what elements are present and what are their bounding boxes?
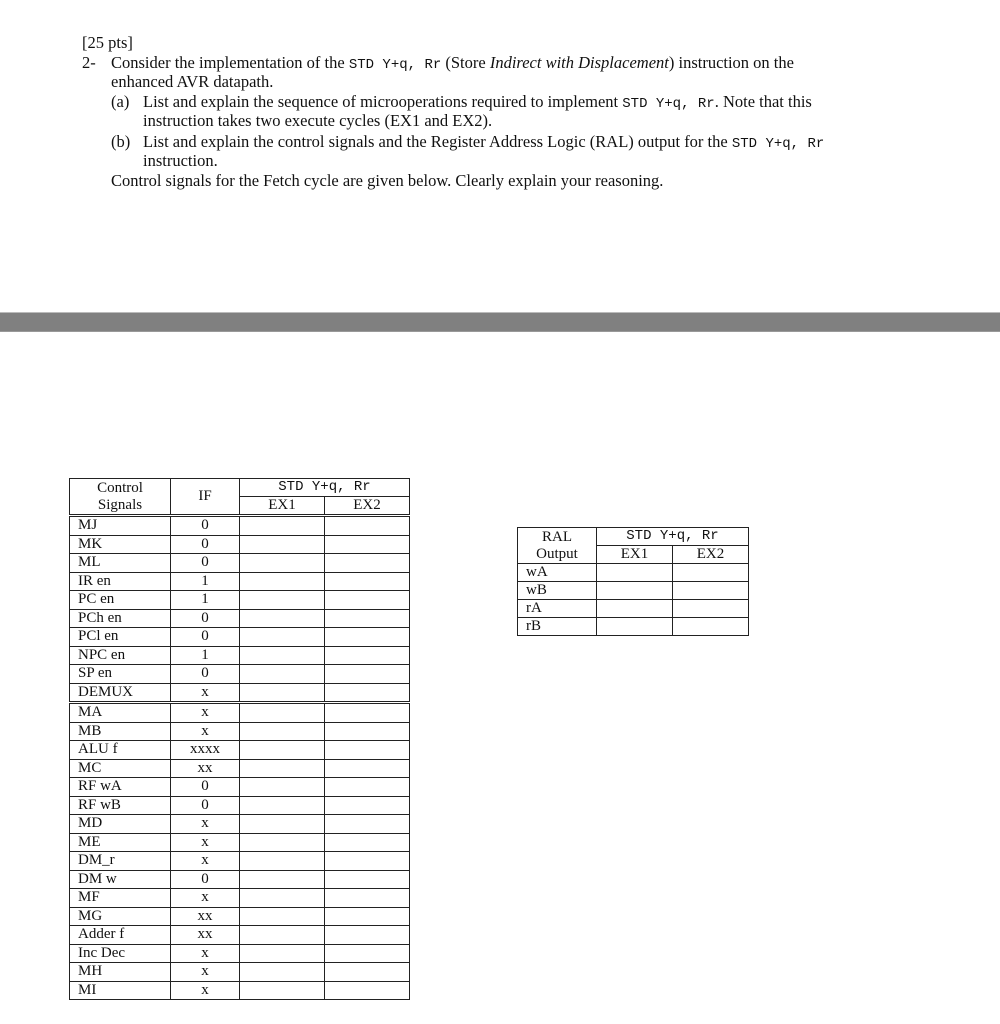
if-value: x — [171, 815, 240, 834]
ex1-cell[interactable] — [240, 628, 325, 647]
if-value: xx — [171, 926, 240, 945]
signal-name: MI — [70, 981, 171, 1000]
if-value: 0 — [171, 609, 240, 628]
table-row — [70, 516, 410, 536]
signal-name: MB — [70, 722, 171, 741]
if-value: 0 — [171, 665, 240, 684]
if-value: 1 — [171, 572, 240, 591]
header-ex2: EX2 — [324, 497, 409, 516]
ex1-cell[interactable] — [240, 665, 325, 684]
signal-name: MK — [70, 535, 171, 554]
table-row — [70, 796, 410, 815]
if-value: 0 — [171, 535, 240, 554]
signal-name: DM w — [70, 870, 171, 889]
table-row — [70, 778, 410, 797]
header-if: IF — [171, 479, 240, 516]
if-value: x — [171, 944, 240, 963]
table-row — [518, 582, 749, 600]
if-value: 0 — [171, 796, 240, 815]
ex1-cell[interactable] — [240, 778, 325, 797]
ex1-cell[interactable] — [240, 759, 325, 778]
text: List and explain the control signals and the Register Address Logic (RAL) output for the — [143, 132, 732, 151]
ex2-cell[interactable] — [324, 981, 409, 1000]
ex1-cell[interactable] — [240, 907, 325, 926]
table-row — [70, 815, 410, 834]
table-row — [70, 554, 410, 573]
if-value: xx — [171, 759, 240, 778]
ex2-cell[interactable] — [324, 889, 409, 908]
signal-name: MC — [70, 759, 171, 778]
signal-name: PC en — [70, 591, 171, 610]
table-row — [70, 703, 410, 723]
signal-name: RF wB — [70, 796, 171, 815]
header-ex1: EX1 — [240, 497, 325, 516]
header-instr: STD Y+q, Rr — [597, 528, 749, 546]
ex2-cell[interactable] — [324, 591, 409, 610]
table-row — [70, 963, 410, 982]
ex1-cell[interactable] — [240, 609, 325, 628]
table-row — [518, 564, 749, 582]
table-row — [70, 646, 410, 665]
ex2-cell[interactable] — [324, 609, 409, 628]
table-row — [70, 628, 410, 647]
if-value: xxxx — [171, 741, 240, 760]
signal-name: PCh en — [70, 609, 171, 628]
text: Control — [97, 479, 143, 496]
table-row — [70, 683, 410, 703]
if-value: x — [171, 703, 240, 723]
table-row — [70, 665, 410, 684]
ex2-cell[interactable] — [324, 833, 409, 852]
instruction-code: STD Y+q, Rr — [622, 96, 715, 112]
signal-name: DEMUX — [70, 683, 171, 703]
signal-name: PCl en — [70, 628, 171, 647]
ex2-cell[interactable] — [324, 554, 409, 573]
if-value: 0 — [171, 554, 240, 573]
if-value: 0 — [171, 628, 240, 647]
ex2-cell[interactable] — [324, 796, 409, 815]
if-value: x — [171, 852, 240, 871]
table-row — [70, 907, 410, 926]
text: Signals — [97, 496, 143, 513]
ex1-cell[interactable] — [240, 963, 325, 982]
part-b-label: (b) — [111, 132, 131, 151]
ex2-cell[interactable] — [324, 646, 409, 665]
ex2-cell[interactable] — [324, 516, 409, 536]
ex1-cell[interactable] — [240, 981, 325, 1000]
signal-name: SP en — [70, 665, 171, 684]
ex2-cell[interactable] — [324, 759, 409, 778]
part-a-label: (a) — [111, 92, 130, 111]
text: ) instruction on the — [668, 53, 794, 72]
ex1-cell[interactable] — [240, 646, 325, 665]
ral-output-name: rA — [518, 600, 597, 618]
instruction-code: STD Y+q, Rr — [348, 57, 442, 73]
part-b-line2: instruction. — [143, 151, 218, 170]
ral-output-name: rB — [518, 618, 597, 636]
ex2-cell[interactable] — [324, 907, 409, 926]
ex2-cell[interactable] — [324, 535, 409, 554]
ex2-cell[interactable] — [672, 564, 748, 582]
ex1-cell[interactable] — [240, 852, 325, 871]
table-row — [70, 722, 410, 741]
page-divider — [0, 312, 1000, 332]
table-row — [70, 741, 410, 760]
ex1-cell[interactable] — [240, 591, 325, 610]
signal-name: ML — [70, 554, 171, 573]
table-row — [70, 944, 410, 963]
if-value: x — [171, 889, 240, 908]
table-row — [70, 572, 410, 591]
ex1-cell[interactable] — [240, 796, 325, 815]
signal-name: DM_r — [70, 852, 171, 871]
ex1-cell[interactable] — [240, 572, 325, 591]
table-row — [70, 926, 410, 945]
ral-output-name: wB — [518, 582, 597, 600]
signal-name: ME — [70, 833, 171, 852]
ex2-cell[interactable] — [324, 665, 409, 684]
text: List and explain the sequence of microoperations required to implement — [143, 92, 623, 111]
header-signals — [70, 479, 171, 516]
ral-output-table — [517, 527, 749, 636]
if-value: 1 — [171, 646, 240, 665]
if-value: 0 — [171, 516, 240, 536]
part-b-text — [143, 132, 824, 154]
header-ex1: EX1 — [597, 546, 673, 564]
ex1-cell[interactable] — [240, 889, 325, 908]
question-intro-line2: enhanced AVR datapath. — [111, 72, 274, 91]
signal-name: MJ — [70, 516, 171, 536]
table-row — [70, 889, 410, 908]
ex1-cell[interactable] — [240, 926, 325, 945]
ex1-cell[interactable] — [597, 618, 673, 636]
if-value: x — [171, 981, 240, 1000]
if-value: 0 — [171, 778, 240, 797]
ex2-cell[interactable] — [672, 582, 748, 600]
if-value: x — [171, 683, 240, 703]
ex2-cell[interactable] — [324, 741, 409, 760]
if-value: x — [171, 722, 240, 741]
ex2-cell[interactable] — [324, 703, 409, 723]
ex1-cell[interactable] — [240, 741, 325, 760]
signal-name: RF wA — [70, 778, 171, 797]
header-ex2: EX2 — [672, 546, 748, 564]
table-row — [70, 759, 410, 778]
signal-name: IR en — [70, 572, 171, 591]
text: Consider the implementation of the — [111, 53, 349, 72]
table-row — [70, 535, 410, 554]
question-number: 2- — [82, 53, 96, 72]
ex2-cell[interactable] — [324, 870, 409, 889]
ex1-cell[interactable] — [240, 535, 325, 554]
signal-name: NPC en — [70, 646, 171, 665]
ex2-cell[interactable] — [324, 926, 409, 945]
signal-name: MA — [70, 703, 171, 723]
if-value: 1 — [171, 591, 240, 610]
table-row — [518, 600, 749, 618]
ex2-cell[interactable] — [324, 628, 409, 647]
ex1-cell[interactable] — [240, 703, 325, 723]
ex2-cell[interactable] — [324, 944, 409, 963]
part-a-line2: instruction takes two execute cycles (EX1 and EX2). — [143, 111, 493, 130]
instruction-code: STD Y+q, Rr — [731, 136, 825, 152]
signal-name: MD — [70, 815, 171, 834]
ex2-cell[interactable] — [324, 963, 409, 982]
text: . Note that this — [714, 92, 812, 111]
header-instr: STD Y+q, Rr — [240, 479, 410, 497]
table-row — [70, 591, 410, 610]
header-ral — [518, 528, 597, 564]
if-value: x — [171, 963, 240, 982]
table-row — [70, 833, 410, 852]
ex2-cell[interactable] — [672, 618, 748, 636]
signal-name: Inc Dec — [70, 944, 171, 963]
if-value: xx — [171, 907, 240, 926]
points-label: [25 pts] — [82, 33, 133, 52]
table-row — [518, 618, 749, 636]
ral-output-name: wA — [518, 564, 597, 582]
ex2-cell[interactable] — [324, 815, 409, 834]
table-row — [70, 609, 410, 628]
table-row — [70, 981, 410, 1000]
control-signals-table — [69, 478, 410, 1000]
text: Indirect with Displacement — [489, 53, 669, 72]
ex1-cell[interactable] — [240, 554, 325, 573]
ex2-cell[interactable] — [324, 778, 409, 797]
table-row — [70, 870, 410, 889]
ex1-cell[interactable] — [597, 600, 673, 618]
ex2-cell[interactable] — [324, 683, 409, 703]
ex2-cell[interactable] — [324, 852, 409, 871]
if-value: 0 — [171, 870, 240, 889]
ex2-cell[interactable] — [672, 600, 748, 618]
ex1-cell[interactable] — [240, 833, 325, 852]
if-value: x — [171, 833, 240, 852]
ex1-cell[interactable] — [240, 722, 325, 741]
ex2-cell[interactable] — [324, 572, 409, 591]
ex1-cell[interactable] — [597, 582, 673, 600]
ex1-cell[interactable] — [240, 683, 325, 703]
ex1-cell[interactable] — [597, 564, 673, 582]
signal-name: MF — [70, 889, 171, 908]
text: Output — [536, 545, 578, 562]
ex2-cell[interactable] — [324, 722, 409, 741]
table-row — [70, 852, 410, 871]
signal-name: MH — [70, 963, 171, 982]
ex1-cell[interactable] — [240, 870, 325, 889]
signal-name: Adder f — [70, 926, 171, 945]
text: RAL — [542, 528, 572, 545]
ex1-cell[interactable] — [240, 815, 325, 834]
ex1-cell[interactable] — [240, 516, 325, 536]
signal-name: ALU f — [70, 741, 171, 760]
text: (Store — [441, 53, 490, 72]
closing-text: Control signals for the Fetch cycle are given below. Clearly explain your reasoning. — [111, 171, 664, 190]
ex1-cell[interactable] — [240, 944, 325, 963]
signal-name: MG — [70, 907, 171, 926]
